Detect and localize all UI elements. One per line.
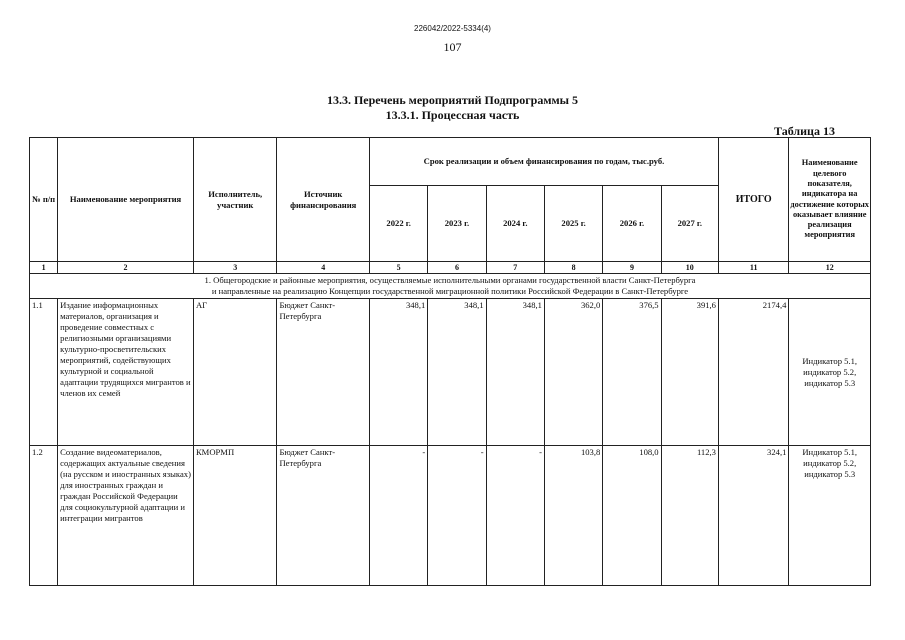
- header-source: Источник финансирования: [277, 138, 370, 262]
- row-value-2022: -: [369, 446, 427, 586]
- column-number: 11: [718, 262, 788, 274]
- section-heading-line-2: и направленные на реализацию Концепции государственной миграционной политики Российской Федерации в Санкт-Петербурге: [211, 286, 689, 296]
- page-title: [0, 93, 905, 123]
- row-value-2027: 112,3: [661, 446, 718, 586]
- column-number: 12: [789, 262, 871, 274]
- row-value-2025: 103,8: [544, 446, 602, 586]
- header-year-2023: 2023 г.: [428, 186, 486, 262]
- header-executor: Исполнитель, участник: [193, 138, 276, 262]
- row-value-2023: 348,1: [428, 299, 486, 446]
- table-label: Таблица 13: [774, 124, 835, 138]
- header-indicator: Наименование целевого показателя, индикатора на достижение которых оказывает влияние реализация мероприятия: [789, 138, 871, 262]
- column-number: 7: [486, 262, 544, 274]
- column-number: 5: [369, 262, 427, 274]
- header-total: ИТОГО: [718, 138, 788, 262]
- column-number: 10: [661, 262, 718, 274]
- title-line-2: 13.3.1. Процессная часть: [385, 108, 520, 122]
- row-executor: КМОРМП: [193, 446, 276, 586]
- header-no: № п/п: [30, 138, 58, 262]
- column-number: 3: [193, 262, 276, 274]
- table-row: [30, 299, 871, 446]
- column-number: 8: [544, 262, 602, 274]
- column-number: 6: [428, 262, 486, 274]
- row-indicator: Индикатор 5.1, индикатор 5.2, индикатор 5.3: [789, 299, 871, 446]
- row-value-2026: 108,0: [603, 446, 661, 586]
- section-row: [30, 274, 871, 299]
- header-year-2026: 2026 г.: [603, 186, 661, 262]
- row-name: Создание видеоматериалов, содержащих актуальные сведения (на русском и иностранных языках) для иностранных граждан и граждан Российской Федерации для социокультурной адаптации и интеграции мигрантов: [58, 446, 194, 586]
- section-heading-line-1: 1. Общегородские и районные мероприятия, осуществляемые исполнительными органами государственной власти Санкт-Петербурга: [204, 275, 696, 285]
- header-year-2025: 2025 г.: [544, 186, 602, 262]
- row-indicator: Индикатор 5.1, индикатор 5.2, индикатор 5.3: [789, 446, 871, 586]
- row-value-2023: -: [428, 446, 486, 586]
- table-row: [30, 446, 871, 586]
- row-value-2024: -: [486, 446, 544, 586]
- row-source: Бюджет Санкт-Петербурга: [277, 299, 370, 446]
- page-number: 107: [443, 40, 462, 54]
- measures-table: [29, 137, 871, 586]
- column-number-row: [30, 262, 871, 274]
- header-year-2027: 2027 г.: [661, 186, 718, 262]
- header-year-2024: 2024 г.: [486, 186, 544, 262]
- row-number: 1.1: [30, 299, 58, 446]
- header-year-2022: 2022 г.: [369, 186, 427, 262]
- row-total: 324,1: [718, 446, 788, 586]
- document-id: 226042/2022-5334(4): [414, 24, 491, 33]
- section-heading: [30, 274, 871, 299]
- header-period: Срок реализации и объем финансирования по годам, тыс.руб.: [369, 138, 718, 186]
- row-value-2026: 376,5: [603, 299, 661, 446]
- column-number: 9: [603, 262, 661, 274]
- row-value-2024: 348,1: [486, 299, 544, 446]
- title-line-1: 13.3. Перечень мероприятий Подпрограммы 5: [326, 93, 579, 107]
- row-value-2025: 362,0: [544, 299, 602, 446]
- row-value-2027: 391,6: [661, 299, 718, 446]
- row-total: 2174,4: [718, 299, 788, 446]
- row-name: Издание информационных материалов, организация и проведение совместных с религиозными организациями культурно-просветительских мероприятий, содействующих культурной и социальной адаптации трудящихся мигрантов и членов их семей: [58, 299, 194, 446]
- column-number: 4: [277, 262, 370, 274]
- row-number: 1.2: [30, 446, 58, 586]
- column-number: 2: [58, 262, 194, 274]
- row-source: Бюджет Санкт-Петербурга: [277, 446, 370, 586]
- row-executor: АГ: [193, 299, 276, 446]
- column-number: 1: [30, 262, 58, 274]
- header-name: Наименование мероприятия: [58, 138, 194, 262]
- row-value-2022: 348,1: [369, 299, 427, 446]
